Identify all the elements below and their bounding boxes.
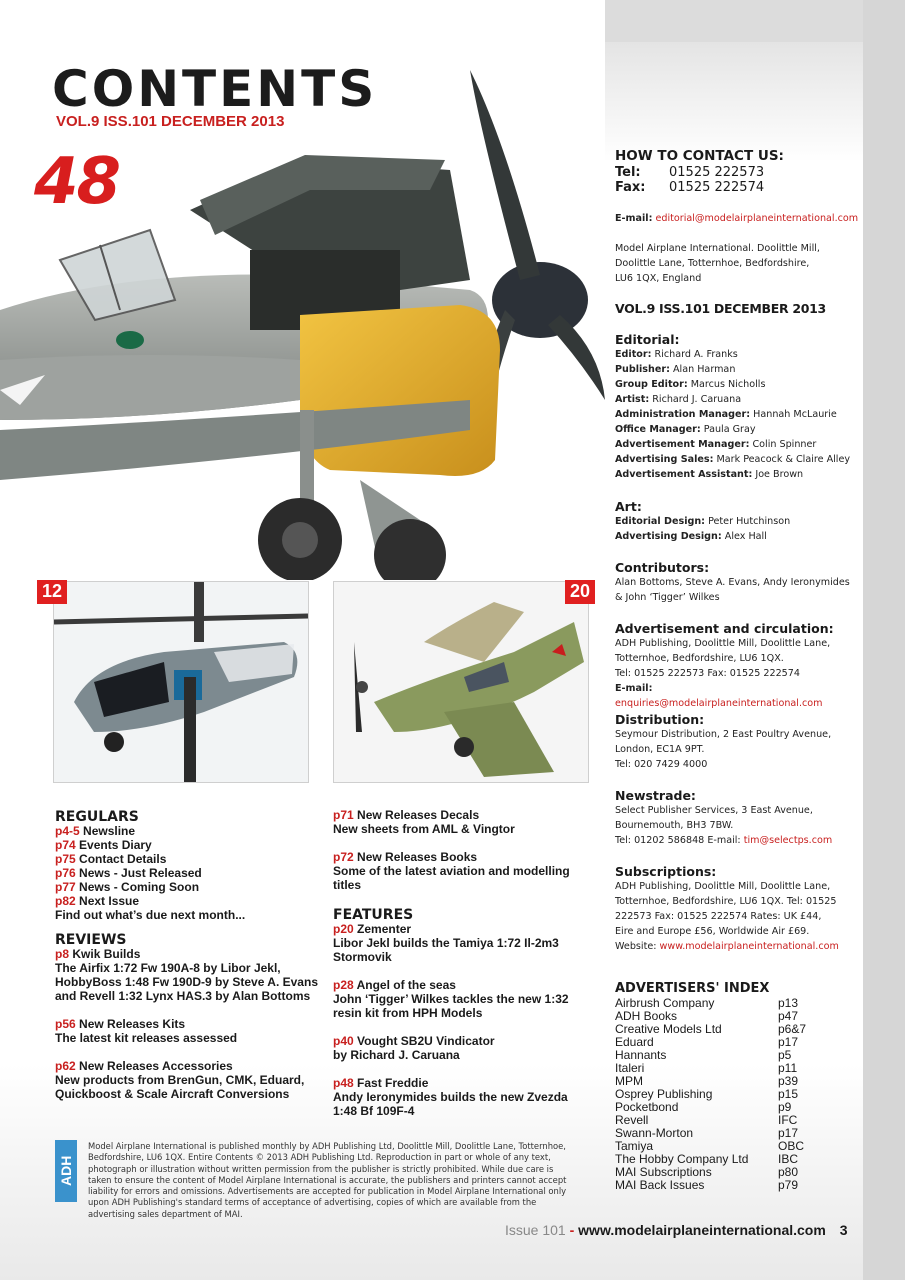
item-title: Next Issue	[79, 894, 140, 908]
item-title: Zementer	[357, 922, 412, 936]
advertiser-name: The Hobby Company Ltd	[615, 1152, 749, 1166]
hero-aircraft-photo	[0, 60, 605, 580]
distribution-line: Tel: 020 7429 4000	[615, 759, 708, 770]
regulars-item[interactable]	[55, 880, 320, 894]
editorial-label: Advertisement Assistant:	[615, 469, 753, 480]
footer-separator: -	[565, 1222, 579, 1238]
subscriptions-line: ADH Publishing, Doolittle Mill, Doolittle Lane,	[615, 881, 831, 892]
advertiser-name: ADH Books	[615, 1009, 678, 1023]
item-desc: New sheets from AML & Vingtor	[333, 822, 515, 836]
editorial-value: Colin Spinner	[752, 439, 817, 450]
tel-label: Tel:	[615, 165, 641, 180]
item-page: p20	[333, 922, 354, 936]
contact-issue-line: VOL.9 ISS.101 DECEMBER 2013	[615, 301, 826, 316]
item-page: p72	[333, 850, 354, 864]
art-value: Alex Hall	[724, 531, 767, 542]
thumb-helicopter[interactable]	[53, 581, 309, 783]
item-page: p74	[55, 838, 76, 852]
contents-entry[interactable]	[55, 1059, 320, 1101]
item-page: p75	[55, 852, 76, 866]
item-desc: The latest kit releases assessed	[55, 1031, 238, 1045]
issue-line: VOL.9 ISS.101 DECEMBER 2013	[56, 113, 285, 130]
subscriptions-heading: Subscriptions:	[615, 864, 717, 879]
advertiser-name: MAI Back Issues	[615, 1178, 705, 1192]
contents-entry[interactable]	[55, 947, 320, 1003]
editorial-value: Richard J. Caruana	[652, 394, 742, 405]
advertiser-name: Hannants	[615, 1048, 667, 1062]
item-page: p71	[333, 808, 354, 822]
entry-title-line	[55, 1017, 320, 1031]
advertiser-page: p47	[778, 1009, 799, 1023]
editorial-label: Publisher:	[615, 364, 670, 375]
contact-block	[615, 211, 860, 286]
advertiser-name: MPM	[615, 1074, 643, 1088]
entry-title-line	[333, 850, 593, 864]
editorial-row	[615, 392, 860, 407]
editorial-label: Administration Manager:	[615, 409, 751, 420]
item-title: Newsline	[83, 824, 136, 838]
item-desc: by Richard J. Caruana	[333, 1048, 460, 1062]
contributors-block	[615, 560, 860, 605]
editorial-label: Advertisement Manager:	[615, 439, 750, 450]
editorial-row	[615, 467, 860, 482]
regulars-item[interactable]	[55, 824, 320, 838]
advertisers-list	[615, 997, 855, 1192]
editorial-label: Advertising Sales:	[615, 454, 714, 465]
art-heading: Art:	[615, 499, 642, 514]
contents-entry[interactable]	[333, 978, 593, 1020]
footer-issue: Issue 101	[505, 1222, 566, 1238]
mid-contents-column	[333, 808, 593, 1118]
editorial-row	[615, 452, 860, 467]
item-page: p77	[55, 880, 76, 894]
item-title: Events Diary	[79, 838, 152, 852]
contents-entry[interactable]	[333, 1034, 593, 1062]
item-page: p82	[55, 894, 76, 908]
page-title: CONTENTS	[52, 60, 378, 118]
advertiser-page: p9	[778, 1100, 792, 1114]
top-band	[0, 0, 605, 42]
entry-title-line	[333, 1076, 593, 1090]
editorial-value: Paula Gray	[703, 424, 756, 435]
advertiser-row[interactable]	[615, 1179, 855, 1192]
item-page: p76	[55, 866, 76, 880]
regulars-item[interactable]	[55, 894, 320, 908]
thumb-page-badge: 20	[565, 580, 595, 604]
tel-row	[615, 165, 764, 181]
circulation-line: ADH Publishing, Doolittle Mill, Doolittle Lane,	[615, 638, 831, 649]
contributors-line: & John ‘Tigger’ Wilkes	[615, 592, 720, 603]
contributors-heading: Contributors:	[615, 560, 710, 575]
item-title: New Releases Decals	[357, 808, 480, 822]
item-title: Vought SB2U Vindicator	[357, 1034, 495, 1048]
advertiser-name: Swann-Morton	[615, 1126, 694, 1140]
address-line: LU6 1QX, England	[615, 273, 702, 284]
item-desc: New products from BrenGun, CMK, Eduard, Quickboost & Scale Aircraft Conversions	[55, 1073, 305, 1101]
editorial-row	[615, 407, 860, 422]
feature-page-number: 48	[34, 145, 120, 219]
editorial-row	[615, 437, 860, 452]
item-desc: The Airfix 1:72 Fw 190A-8 by Libor Jekl, HobbyBoss 1:48 Fw 190D-9 by Steve A. Evans and Revell 1:32 Lynx HAS.3 by Alan Bottoms	[55, 961, 318, 1003]
editorial-value: Joe Brown	[755, 469, 804, 480]
fax-number: 01525 222574	[669, 180, 765, 195]
newstrade-line: Bournemouth, BH3 7BW.	[615, 820, 734, 831]
newstrade-heading: Newstrade:	[615, 788, 696, 803]
subscriptions-line: 222573 Fax: 01525 222574 Rates: UK £44,	[615, 911, 822, 922]
advertiser-name: Italeri	[615, 1061, 645, 1075]
newstrade-line: Select Publisher Services, 3 East Avenue,	[615, 805, 813, 816]
item-title: New Releases Kits	[79, 1017, 186, 1031]
website-link[interactable]: www.modelairplaneinternational.com	[659, 941, 839, 952]
regulars-item[interactable]	[55, 852, 320, 866]
contents-entry[interactable]	[333, 850, 593, 892]
item-title: News - Just Released	[79, 866, 202, 880]
item-page: p56	[55, 1017, 76, 1031]
entry-title-line	[333, 978, 593, 992]
advertiser-name: Tamiya	[615, 1139, 654, 1153]
item-page: p8	[55, 947, 70, 961]
reviews-heading: REVIEWS	[55, 932, 127, 948]
tel-number: 01525 222573	[669, 165, 765, 180]
publisher-note: Model Airplane International is published monthly by ADH Publishing Ltd, Doolittle Mill, Doolittle Lane, Totternhoe, Bedfordshire, LU6 1QX. Entire Contents © 2013 ADH Publishing Ltd. Reproduction in part or whole of any text, photograph or illustration without written permission from the publisher is strictly prohibited. While due care is taken to ensure the content of Model Airplane International is accurate, the publishers and printers cannot accept liability for errors and omissions. Advertisements are accepted for publication in Model Airplane International only upon ADH Publishing's standard terms of acceptance of advertising, copies of which are available from the advertising sales department of MAI.	[88, 1141, 567, 1219]
item-page: p28	[333, 978, 354, 992]
item-title: Contact Details	[79, 852, 167, 866]
newstrade-tel: Tel: 01202 586848 E-mail:	[615, 835, 741, 846]
advertiser-page: p5	[778, 1048, 792, 1062]
advertisers-heading: ADVERTISERS' INDEX	[615, 981, 770, 996]
item-title: Angel of the seas	[356, 978, 456, 992]
art-label: Editorial Design:	[615, 516, 706, 527]
contents-entry[interactable]	[333, 808, 593, 836]
item-title: Kwik Builds	[72, 947, 141, 961]
editorial-label: Artist:	[615, 394, 650, 405]
contact-heading: HOW TO CONTACT US:	[615, 148, 784, 164]
editorial-value: Alan Harman	[672, 364, 736, 375]
item-title: News - Coming Soon	[79, 880, 200, 894]
editorial-heading: Editorial:	[615, 332, 680, 347]
footer-site-link[interactable]: www.modelairplaneinternational.com	[578, 1222, 826, 1238]
editorial-row	[615, 377, 860, 392]
advertiser-page: IFC	[778, 1113, 798, 1127]
newstrade-block	[615, 788, 860, 848]
advertiser-row[interactable]	[615, 1049, 855, 1062]
advertiser-row[interactable]	[615, 1101, 855, 1114]
item-desc: Some of the latest aviation and modelling titles	[333, 864, 570, 892]
item-title: Fast Freddie	[357, 1076, 429, 1090]
item-title: New Releases Books	[357, 850, 478, 864]
left-contents-column	[55, 810, 320, 1101]
editorial-label: Group Editor:	[615, 379, 688, 390]
page-edge-strip	[863, 0, 905, 1280]
subscriptions-line: Totternhoe, Bedfordshire, LU6 1QX. Tel: 01525	[615, 896, 837, 907]
advertiser-name: Revell	[615, 1113, 649, 1127]
page-footer	[505, 1222, 848, 1238]
page-number: 3	[839, 1222, 848, 1238]
advertiser-name: Pocketbond	[615, 1100, 679, 1114]
address-line: Doolittle Lane, Totternhoe, Bedfordshire,	[615, 258, 810, 269]
editorial-row	[615, 362, 860, 377]
editorial-value: Hannah McLaurie	[753, 409, 837, 420]
item-desc: Libor Jekl builds the Tamiya 1:72 Il-2m3 Stormovik	[333, 936, 559, 964]
sidebar-fade	[605, 42, 863, 162]
regulars-item[interactable]	[55, 838, 320, 852]
advertiser-page: p15	[778, 1087, 799, 1101]
circulation-line: Tel: 01525 222573 Fax: 01525 222574	[615, 668, 800, 679]
advertiser-page: p39	[778, 1074, 799, 1088]
website-label: Website:	[615, 941, 657, 952]
item-page: p48	[333, 1076, 354, 1090]
thumb-aircraft[interactable]	[333, 581, 589, 783]
contents-entry[interactable]	[55, 1017, 320, 1045]
aircraft-photo	[334, 582, 588, 782]
editorial-label: Office Manager:	[615, 424, 701, 435]
editorial-label: Editor:	[615, 349, 652, 360]
thumb-page-badge: 12	[37, 580, 67, 604]
distribution-block	[615, 712, 860, 772]
advertiser-row[interactable]	[615, 1062, 855, 1075]
address-line: Model Airplane International. Doolittle Mill,	[615, 243, 820, 254]
advertiser-page: p11	[778, 1061, 798, 1075]
entry-title-line	[55, 947, 320, 961]
editorial-value: Mark Peacock & Claire Alley	[716, 454, 851, 465]
distribution-heading: Distribution:	[615, 712, 705, 727]
entry-title-line	[333, 1034, 593, 1048]
item-desc: John ‘Tigger’ Wilkes tackles the new 1:32 resin kit from HPH Models	[333, 992, 569, 1020]
editorial-value: Marcus Nicholls	[690, 379, 766, 390]
contents-entry[interactable]	[333, 1076, 593, 1118]
advertiser-page: p6&7	[778, 1022, 807, 1036]
subscriptions-block	[615, 864, 860, 954]
circulation-heading: Advertisement and circulation:	[615, 621, 834, 636]
circulation-block	[615, 621, 860, 711]
advertiser-name: MAI Subscriptions	[615, 1165, 712, 1179]
entry-title-line	[333, 922, 593, 936]
adh-logo: ADH	[55, 1140, 77, 1202]
item-page: p4-5	[55, 824, 80, 838]
contributors-line: Alan Bottoms, Steve A. Evans, Andy Ieronymides	[615, 577, 850, 588]
art-label: Advertising Design:	[615, 531, 722, 542]
fax-label: Fax:	[615, 180, 646, 195]
newstrade-email-link[interactable]: tim@selectps.com	[743, 835, 833, 846]
item-page: p62	[55, 1059, 76, 1073]
item-desc: Andy Ieronymides builds the new Zvezda 1:48 Bf 109F-4	[333, 1090, 568, 1118]
entry-title-line	[55, 1059, 320, 1073]
editorial-block	[615, 332, 860, 482]
advertiser-page: OBC	[778, 1139, 805, 1153]
advertiser-page: IBC	[778, 1152, 799, 1166]
email-label: E-mail:	[615, 683, 653, 694]
features-heading: FEATURES	[333, 907, 414, 923]
regulars-item[interactable]	[55, 866, 320, 880]
regulars-heading: REGULARS	[55, 809, 139, 825]
advertiser-page: p80	[778, 1165, 799, 1179]
art-block	[615, 499, 860, 544]
enquiries-email-link[interactable]: enquiries@modelairplaneinternational.com	[615, 698, 823, 709]
advertiser-name: Eduard	[615, 1035, 654, 1049]
fax-row	[615, 180, 764, 196]
email-label: E-mail:	[615, 213, 653, 224]
advertiser-page: p17	[778, 1126, 799, 1140]
circulation-line: Totternhoe, Bedfordshire, LU6 1QX.	[615, 653, 784, 664]
advertiser-page: p13	[778, 996, 799, 1010]
art-value: Peter Hutchinson	[708, 516, 791, 527]
distribution-line: Seymour Distribution, 2 East Poultry Avenue,	[615, 729, 832, 740]
editorial-row	[615, 347, 860, 362]
advertiser-page: p17	[778, 1035, 799, 1049]
subscriptions-line: Eire and Europe £56, Worldwide Air £69.	[615, 926, 810, 937]
editorial-email-link[interactable]: editorial@modelairplaneinternational.com	[655, 213, 859, 224]
advertiser-name: Airbrush Company	[615, 996, 715, 1010]
top-band-grey	[605, 0, 863, 42]
item-title: New Releases Accessories	[79, 1059, 233, 1073]
editorial-value: Richard A. Franks	[654, 349, 738, 360]
next-issue-desc: Find out what’s due next month...	[55, 908, 246, 922]
distribution-line: London, EC1A 9PT.	[615, 744, 705, 755]
contents-entry[interactable]	[333, 922, 593, 964]
helicopter-photo	[54, 582, 308, 782]
advertiser-name: Osprey Publishing	[615, 1087, 713, 1101]
item-page: p40	[333, 1034, 354, 1048]
entry-title-line	[333, 808, 593, 822]
editorial-row	[615, 422, 860, 437]
advertiser-page: p79	[778, 1178, 799, 1192]
advertiser-name: Creative Models Ltd	[615, 1022, 722, 1036]
